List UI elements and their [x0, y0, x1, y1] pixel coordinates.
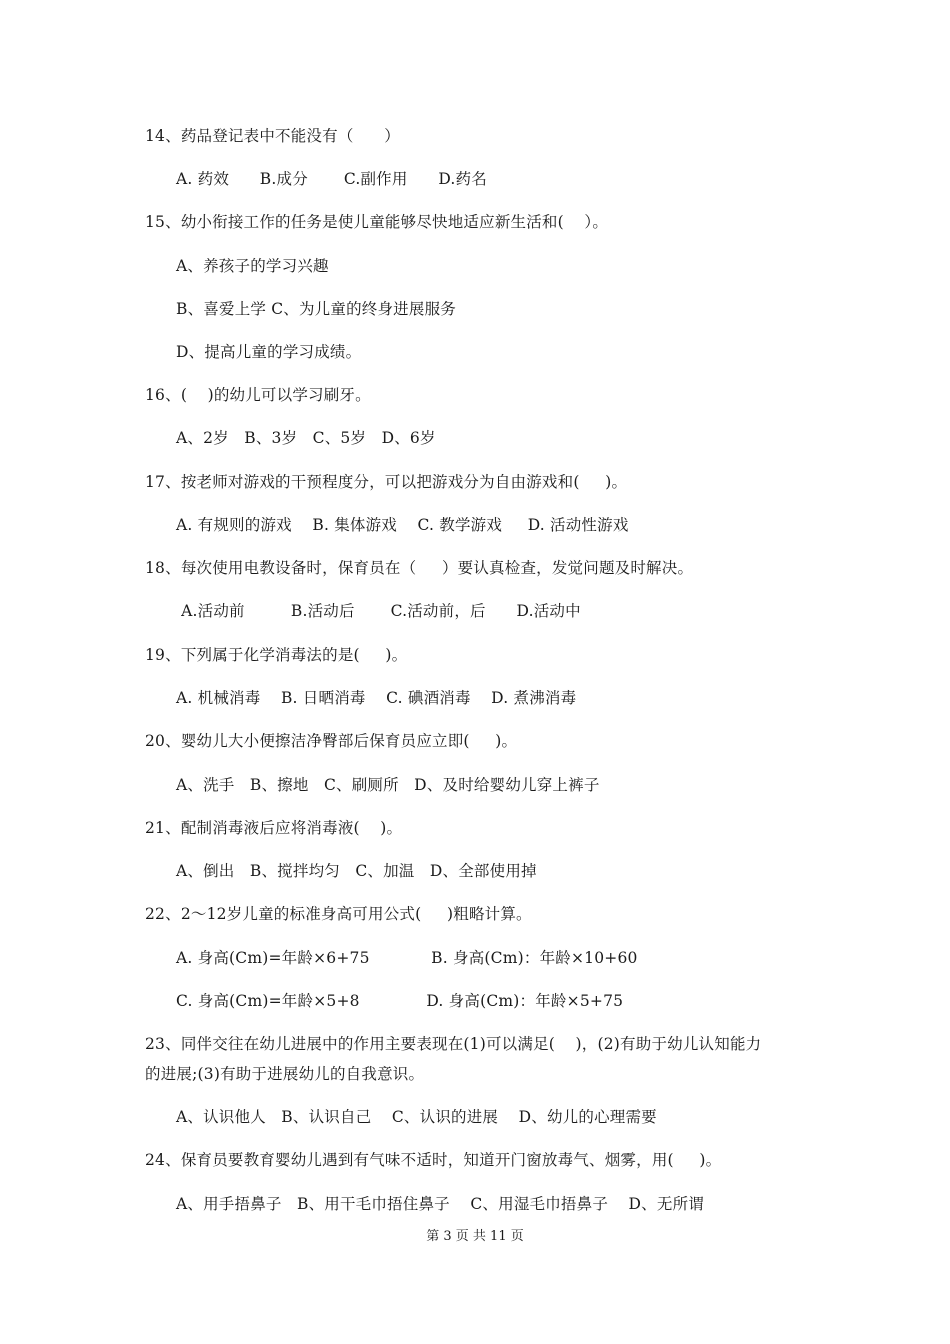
page-number: 第 3 页 共 11 页	[426, 1229, 524, 1244]
question-23-continued: 的进展;(3)有助于进展幼儿的自我意识。	[145, 1065, 425, 1083]
question-24-options: A、用手捂鼻子 B、用干毛巾捂住鼻子 C、用湿毛巾捂鼻子 D、无所谓	[176, 1195, 704, 1213]
question-18: 18、每次使用电教设备时，保育员在（ ）要认真检查，发觉问题及时解决。	[145, 559, 694, 577]
question-23-options: A、认识他人 B、认识自己 C、认识的进展 D、幼儿的心理需要	[176, 1108, 657, 1126]
question-22: 22、2～12岁儿童的标准身高可用公式( )粗略计算。	[145, 905, 532, 923]
question-19-options: A. 机械消毒 B. 日晒消毒 C. 碘酒消毒 D. 煮沸消毒	[176, 689, 577, 707]
question-15-option-a: A、养孩子的学习兴趣	[176, 257, 329, 275]
question-15-option-bc: B、喜爱上学 C、为儿童的终身进展服务	[176, 300, 456, 318]
question-15: 15、幼小衔接工作的任务是使儿童能够尽快地适应新生活和( ）。	[145, 213, 609, 231]
question-14: 14、药品登记表中不能没有（ ）	[145, 127, 400, 145]
question-21-options: A、倒出 B、搅拌均匀 C、加温 D、全部使用掉	[176, 862, 537, 880]
question-20: 20、婴幼儿大小便擦洁净臀部后保育员应立即( )。	[145, 732, 518, 750]
question-16-options: A、2岁 B、3岁 C、5岁 D、6岁	[176, 429, 436, 447]
question-17: 17、按老师对游戏的干预程度分，可以把游戏分为自由游戏和( )。	[145, 473, 628, 491]
question-16: 16、( )的幼儿可以学习刷牙。	[145, 386, 371, 404]
question-20-options: A、洗手 B、擦地 C、刷厕所 D、及时给婴幼儿穿上裤子	[176, 776, 600, 794]
question-17-options: A. 有规则的游戏 B. 集体游戏 C. 教学游戏 D. 活动性游戏	[176, 516, 629, 534]
question-18-options: A.活动前 B.活动后 C.活动前，后 D.活动中	[176, 602, 581, 620]
question-14-options: A. 药效 B.成分 C.副作用 D.药名	[176, 170, 487, 188]
question-23: 23、同伴交往在幼儿进展中的作用主要表现在(1)可以满足( )，(2)有助于幼儿认知能力	[145, 1035, 762, 1053]
question-22-options-ab: A. 身高(Cm)=年龄×6+75 B. 身高(Cm)：年龄×10+60	[176, 949, 638, 967]
question-21: 21、配制消毒液后应将消毒液( )。	[145, 819, 403, 837]
question-15-option-d: D、提高儿童的学习成绩。	[176, 343, 362, 361]
question-19: 19、下列属于化学消毒法的是( )。	[145, 646, 408, 664]
question-22-options-cd: C. 身高(Cm)=年龄×5+8 D. 身高(Cm)：年龄×5+75	[176, 992, 624, 1010]
question-24: 24、保育员要教育婴幼儿遇到有气味不适时，知道开门窗放毒气、烟雾，用( )。	[145, 1151, 722, 1169]
